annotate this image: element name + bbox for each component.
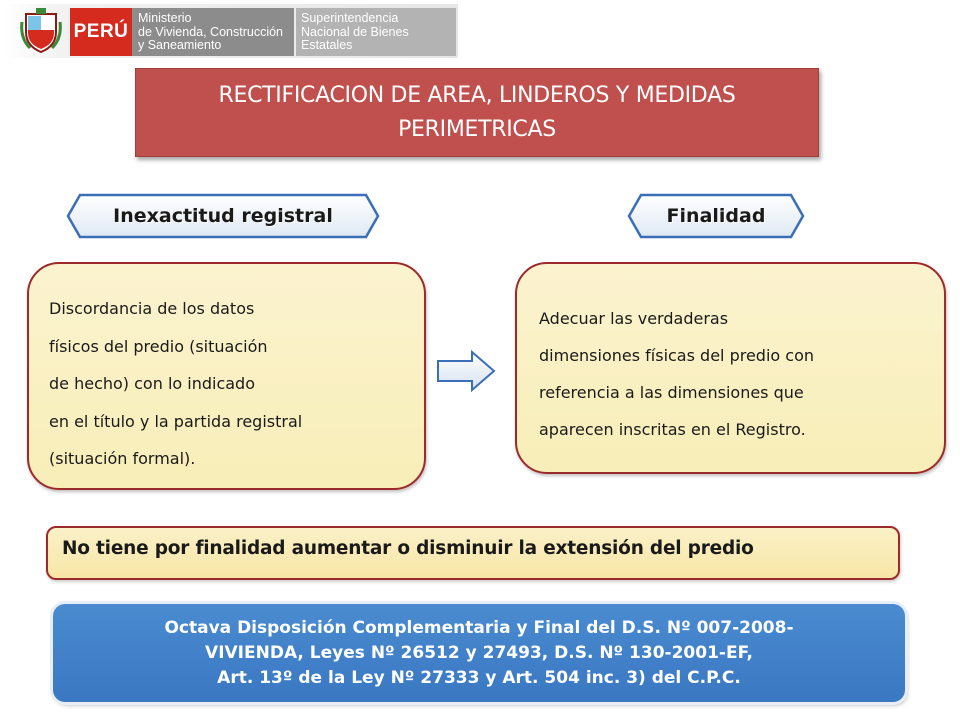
panel-line: Adecuar las verdaderas bbox=[539, 309, 729, 328]
panel-line: de hecho) con lo indicado bbox=[49, 374, 255, 393]
slide-title bbox=[135, 68, 819, 157]
ministry-name bbox=[132, 8, 294, 56]
agency-line: Superintendencia bbox=[301, 11, 399, 25]
panel-line: dimensiones físicas del predio con bbox=[539, 346, 814, 365]
peru-brand: PERÚ bbox=[70, 8, 132, 56]
panel-finalidad bbox=[515, 262, 946, 474]
legal-references-box bbox=[53, 604, 905, 702]
panel-line: referencia a las dimensiones que bbox=[539, 383, 804, 402]
panel-line: (situación formal). bbox=[49, 449, 196, 468]
legal-line: VIVIENDA, Leyes Nº 26512 y 27493, D.S. Nº 130-2001-EF, bbox=[205, 643, 753, 663]
legal-line: Art. 13º de la Ley Nº 27333 y Art. 504 inc. 3) del C.P.C. bbox=[217, 668, 741, 688]
agency-line: Estatales bbox=[301, 38, 353, 52]
ministry-line: y Saneamiento bbox=[138, 38, 222, 52]
heading-inexactitud bbox=[66, 193, 380, 239]
heading-label: Inexactitud registral bbox=[113, 205, 333, 227]
ministry-line: Ministerio bbox=[138, 11, 192, 25]
legal-line: Octava Disposición Complementaria y Final del D.S. Nº 007-2008- bbox=[164, 618, 794, 638]
heading-finalidad bbox=[627, 193, 805, 239]
agency-line: Nacional de Bienes bbox=[301, 24, 409, 39]
ministry-line: de Vivienda, Construcción bbox=[138, 24, 283, 39]
panel-line: en el título y la partida registral bbox=[49, 411, 303, 431]
right-arrow-icon bbox=[436, 350, 496, 392]
panel-line: Discordancia de los datos bbox=[49, 299, 255, 318]
title-line: PERIMETRICAS bbox=[398, 116, 556, 142]
panel-line: físicos del predio (situación bbox=[49, 336, 268, 356]
note-text: No tiene por finalidad aumentar o disminuir la extensión del predio bbox=[62, 538, 754, 559]
panel-inexactitud bbox=[27, 262, 426, 490]
note-bar bbox=[46, 526, 900, 580]
agency-name bbox=[296, 8, 456, 56]
heading-label: Finalidad bbox=[666, 205, 766, 227]
panel-line: aparecen inscritas en el Registro. bbox=[539, 420, 806, 439]
header-logo-strip bbox=[0, 0, 960, 62]
title-line: RECTIFICACION DE AREA, LINDEROS Y MEDIDAS bbox=[218, 82, 736, 108]
coat-of-arms-icon bbox=[20, 8, 62, 54]
